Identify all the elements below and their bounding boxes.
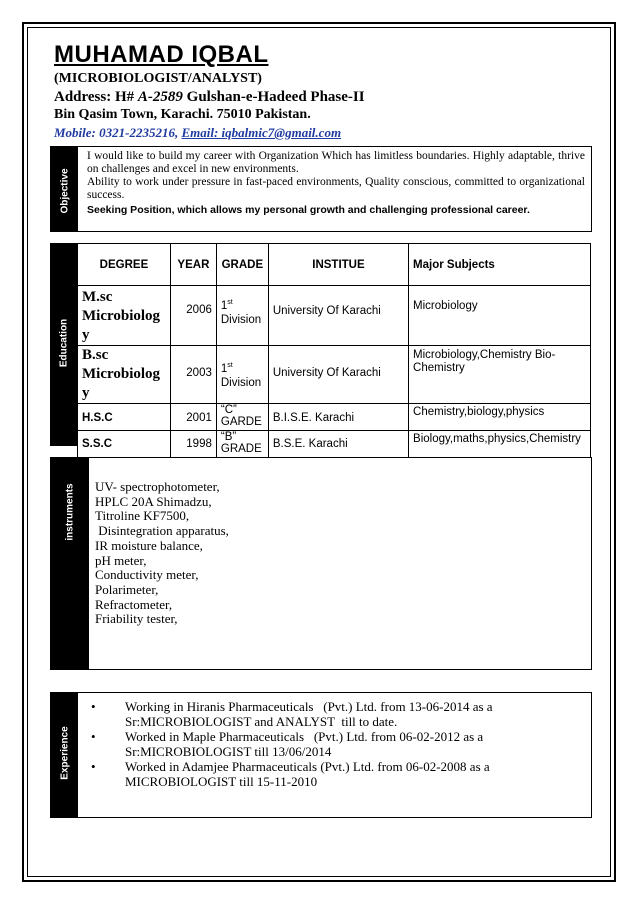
education-table [77,243,591,458]
list-item: • Worked in Maple Pharmaceuticals (Pvt.) Ltd. from 06-02-2012 as a Sr:MICROBIOLOGIST till 13/06/2014 [87,729,581,759]
objective-line-3: Seeking Position, which allows my personal growth and challenging professional career. [87,204,530,216]
list-item: pH meter, [95,552,147,568]
grade-text: GRADE [220,443,262,455]
table-row [78,431,591,458]
col-header-major: Major Subjects [409,244,591,286]
grade-sup: st [227,299,233,306]
address-house: A-2589 [137,89,183,105]
grade-text: Division [220,313,262,326]
education-label: Education [58,318,69,368]
list-item: • Working in Hiranis Pharmaceuticals (Pvt.) Ltd. from 13-06-2014 as a Sr:MICROBIOLOGIST and ANALYST till to date. [87,699,581,729]
grade-cell [216,286,268,346]
grade-cell [216,346,268,404]
mobile: Mobile: 0321-2235216, [54,125,182,140]
candidate-name: MUHAMAD IQBAL [54,41,269,68]
major-cell: Biology,maths,physics,Chemistry [409,431,591,458]
grade-number: 1 [220,362,228,375]
col-header-grade: GRADE [216,244,268,286]
table-row [78,404,591,431]
list-item: IR moisture balance, [95,537,203,553]
objective-section [50,146,592,232]
degree-cell: B.sc Microbiolog y [78,346,171,404]
objective-sidebar [51,147,78,231]
email-link[interactable]: Email: iqbalmic7@gmail.com [181,125,342,140]
list-item: UV- spectrophotometer, [95,479,220,494]
table-row [78,346,591,404]
list-item: Titroline KF7500, [95,508,190,524]
objective-label: Objective [59,168,70,214]
grade-number: 1 [220,299,228,312]
institute-cell: B.S.E. Karachi [268,431,408,458]
list-item: Refractometer, [95,596,173,612]
degree-cell: M.sc Microbiolog y [78,286,171,346]
list-item: Polarimeter, [95,581,159,597]
experience-list [87,699,581,789]
grade-number: “C” [220,404,237,416]
list-item: Conductivity meter, [95,567,199,583]
grade-number: “B” [220,431,237,443]
experience-section [50,692,592,818]
list-item: • Worked in Adamjee Pharmaceuticals (Pvt.) Ltd. from 06-02-2008 as a MICROBIOLOGIST till 15-11-2010 [87,759,581,789]
list-item: HPLC 20A Shimadzu, [95,493,212,509]
grade-sup: st [227,362,233,369]
grade-cell [216,404,268,431]
address-prefix: Address: H# [54,89,138,105]
year-cell: 1998 [170,431,216,458]
year-cell: 2001 [170,404,216,431]
education-sidebar [50,243,77,446]
address-rest: Gulshan-e-Hadeed Phase-II [182,89,365,105]
instruments-section [50,457,592,670]
experience-label: Experience [59,726,70,780]
objective-text [87,150,585,217]
degree-cell: H.S.C [78,404,171,431]
address-line-1 [54,88,594,106]
list-item: Friability tester, [95,611,178,627]
table-header-row [78,244,591,286]
instruments-sidebar [51,458,89,669]
objective-line-1: I would like to build my career with Organization Which has limitless boundaries. Highly adaptable, thrive on challenges and excel in new environments. [87,150,585,175]
candidate-title: (MICROBIOLOGIST/ANALYST) [54,71,262,86]
table-row [78,286,591,346]
col-header-year: YEAR [170,244,216,286]
instruments-label: instruments [64,483,76,541]
major-cell: Microbiology [409,286,591,346]
grade-text: GARDE [220,416,262,428]
year-cell: 2006 [170,286,216,346]
year-cell: 2003 [170,346,216,404]
contact-line [54,124,594,142]
grade-cell [216,431,268,458]
institute-cell: University Of Karachi [268,286,408,346]
major-cell: Chemistry,biology,physics [409,404,591,431]
resume-header [54,40,594,142]
col-header-institute: INSTITUE [268,244,408,286]
address-line-2: Bin Qasim Town, Karachi. 75010 Pakistan. [54,107,311,122]
instruments-list [95,480,229,627]
institute-cell: University Of Karachi [268,346,408,404]
objective-line-2: Ability to work under pressure in fast-paced environments, Quality conscious, committed to organizational success. [87,176,585,201]
education-section [50,243,592,455]
experience-sidebar [51,693,78,817]
major-cell: Microbiology,Chemistry Bio-Chemistry [409,346,591,404]
col-header-degree: DEGREE [78,244,171,286]
institute-cell: B.I.S.E. Karachi [268,404,408,431]
grade-text: Division [220,376,262,389]
degree-cell: S.S.C [78,431,171,458]
list-item: Disintegration apparatus, [95,523,229,539]
